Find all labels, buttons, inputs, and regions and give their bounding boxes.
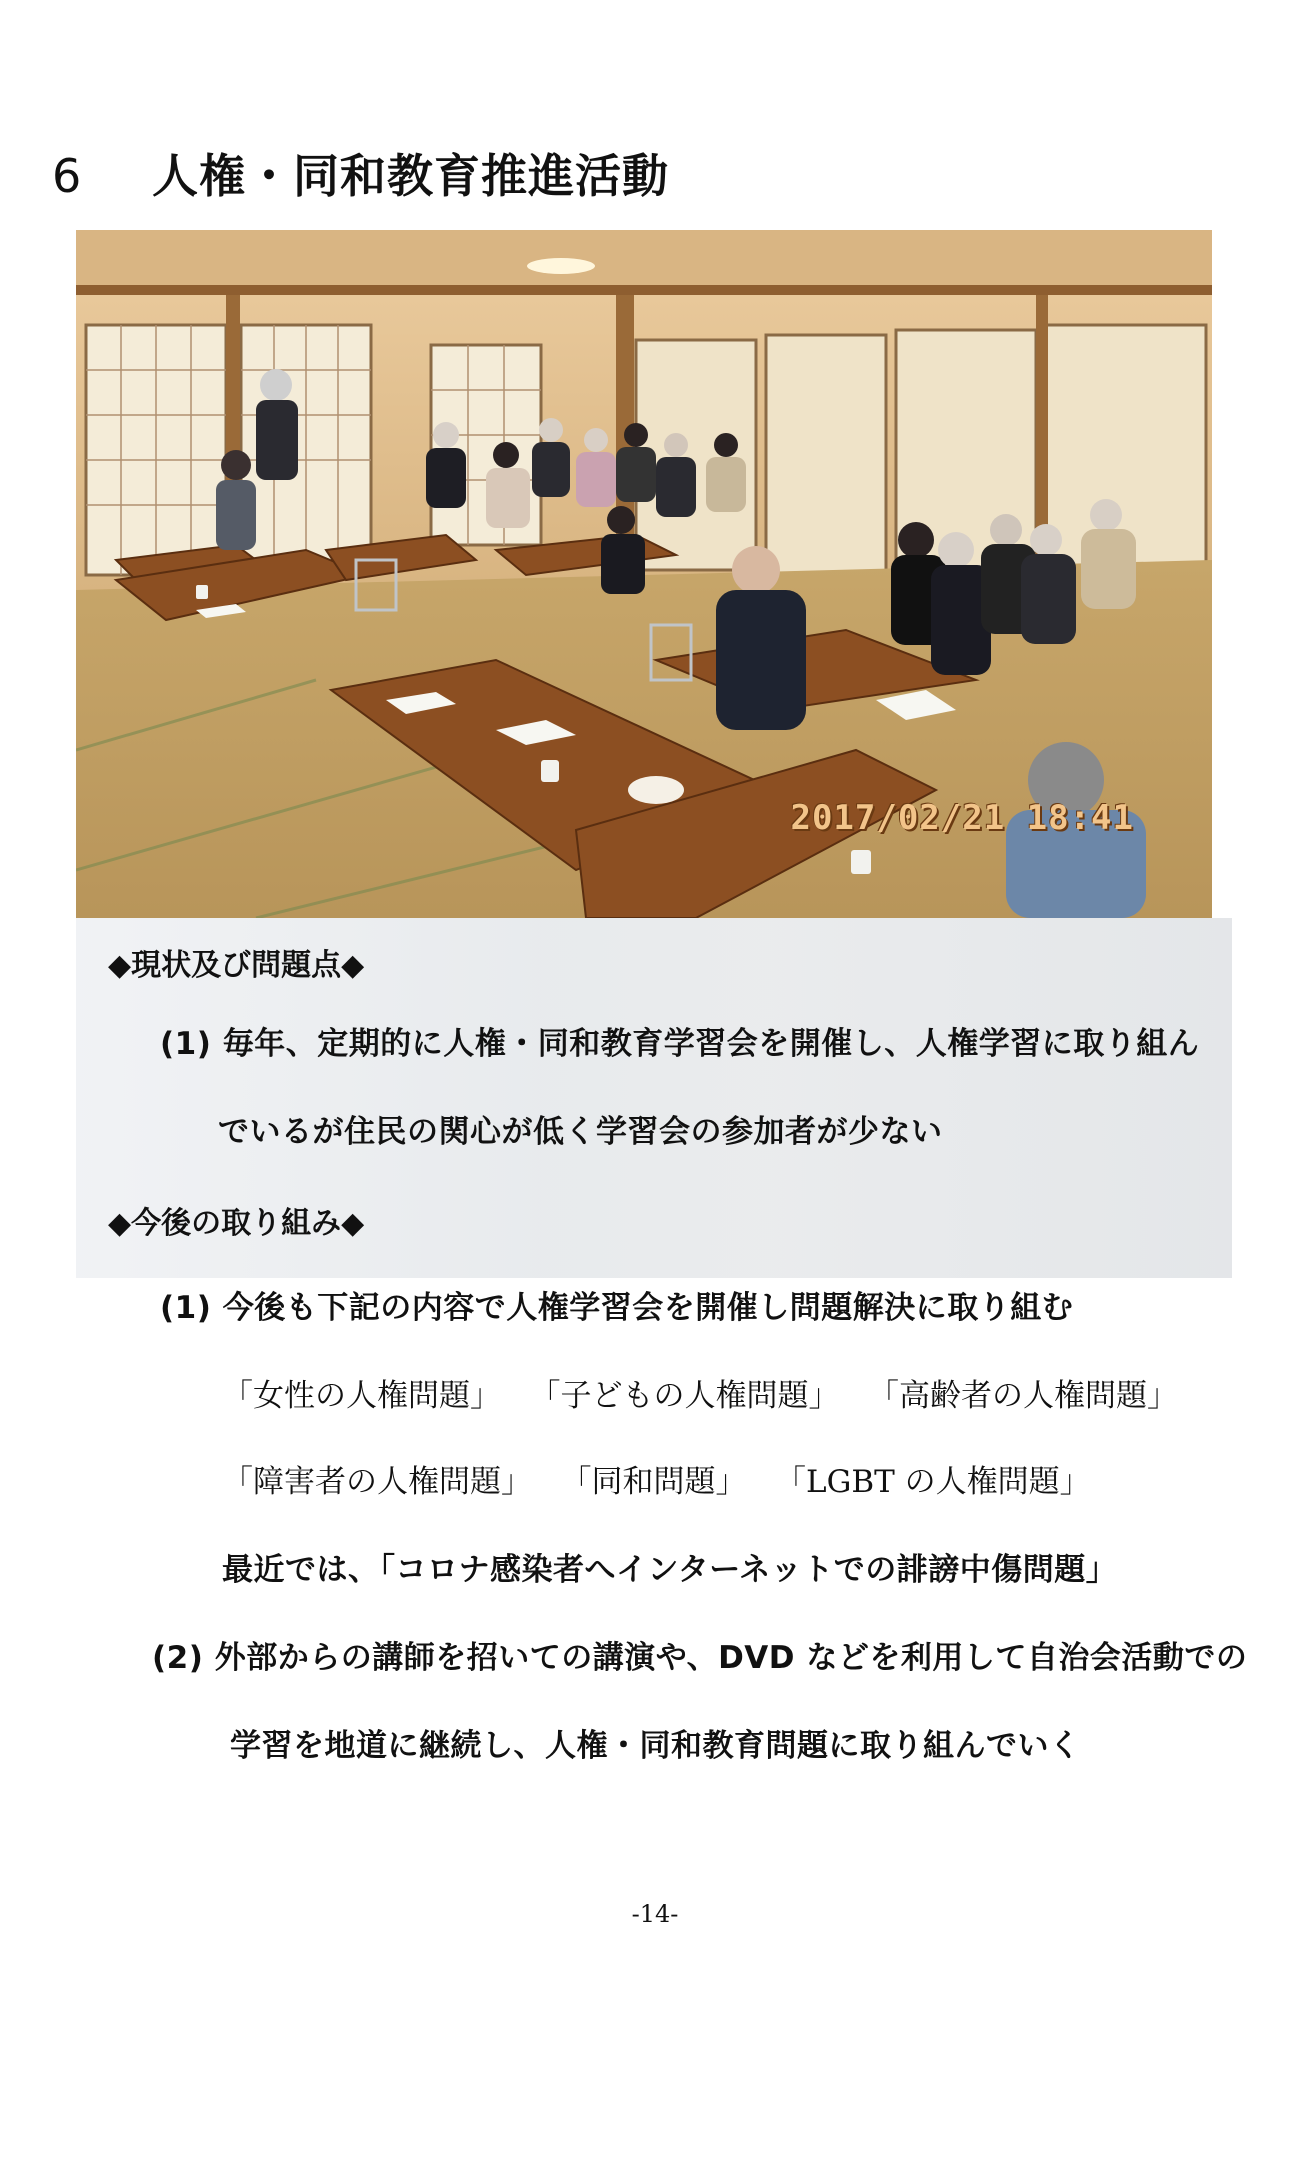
topic-disabled: 「障害者の人権問題」 <box>222 1464 532 1500</box>
topic-row-1 <box>222 1370 1222 1415</box>
topic-dowa: 「同和問題」 <box>576 1464 747 1500</box>
photo-timestamp: 2017/02/21 18:41 <box>790 798 1134 838</box>
section-title-text: 人権・同和教育推進活動 <box>152 149 669 203</box>
current-status-heading: ◆現状及び問題点◆ <box>108 948 365 983</box>
topic-women: 「女性の人権問題」 <box>222 1378 501 1414</box>
section-number: 6 <box>52 149 83 203</box>
current-item1-line1: (1) 毎年、定期的に人権・同和教育学習会を開催し、人権学習に取り組ん <box>160 1026 1200 1062</box>
topic-elderly: 「高齢者の人権問題」 <box>883 1378 1178 1414</box>
future-item2-line1: (2) 外部からの講師を招いての講演や、DVD などを利用して自治会活動での <box>152 1640 1248 1676</box>
current-item1-line2: でいるが住民の関心が低く学習会の参加者が少ない <box>218 1114 943 1150</box>
topic-lgbt: 「LGBT の人権問題」 <box>790 1464 1091 1500</box>
section-title <box>52 140 669 206</box>
future-item1: (1) 今後も下記の内容で人権学習会を開催し問題解決に取り組む <box>160 1290 1074 1326</box>
future-item2-line2: 学習を地道に継続し、人権・同和教育問題に取り組んでいく <box>230 1728 1081 1764</box>
topic-children: 「子どもの人権問題」 <box>545 1378 840 1414</box>
recent-topic: 最近では、「コロナ感染者へインターネットでの誹謗中傷問題」 <box>222 1552 1118 1588</box>
page-number: -14- <box>631 1900 679 1928</box>
meeting-photo <box>76 230 1212 918</box>
future-heading: ◆今後の取り組み◆ <box>108 1206 365 1241</box>
topic-row-2 <box>222 1456 1135 1501</box>
